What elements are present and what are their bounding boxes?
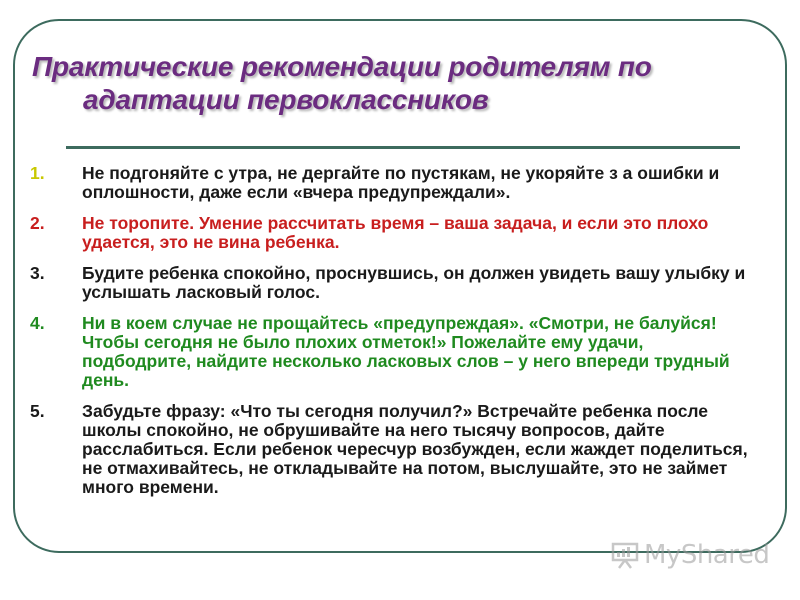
list-item-number: 3. <box>30 263 45 283</box>
slide-title-line-1: Практические рекомендации родителям по <box>32 51 652 82</box>
title-divider <box>66 146 740 149</box>
list-item <box>30 214 750 252</box>
slide-title-line-2: адаптации первоклассников <box>83 84 489 115</box>
list-item-text: Ни в коем случае не прощайтесь «предупреждая». «Смотри, не балуйся! Чтобы сегодня не было плохих отметок!» Пожелайте ему удачи, подбодрите, найдите несколько ласковых слов – у него впереди трудный день. <box>82 313 730 390</box>
list-item <box>30 314 750 390</box>
recommendation-list <box>30 164 750 509</box>
list-item-text: Забудьте фразу: «Что ты сегодня получил?» Встречайте ребенка после школы спокойно, не обрушивайте на него тысячу вопросов, дайте расслабиться. Если ребенок чересчур возбужден, если жаждет поделиться, не отмахивайтесь, не откладывайте на потом, выслушайте, это не займет много времени. <box>82 401 748 497</box>
list-item-text: Не подгоняйте с утра, не дергайте по пустякам, не укоряйте з а ошибки и оплошности, даже если «вчера предупреждали». <box>82 163 720 202</box>
list-item-number: 5. <box>30 401 45 421</box>
list-item <box>30 164 750 202</box>
list-item-number: 1. <box>30 163 45 183</box>
list-item-text: Не торопите. Умение рассчитать время – ваша задача, и если это плохо удается, это не вина ребенка. <box>82 213 709 252</box>
watermark-text: MyShared <box>644 540 770 570</box>
list-item-text: Будите ребенка спокойно, проснувшись, он должен увидеть вашу улыбку и услышать ласковый голос. <box>82 263 746 302</box>
presentation-board-icon <box>610 540 640 570</box>
list-item <box>30 402 750 497</box>
list-item-number: 4. <box>30 313 45 333</box>
slide-title <box>32 50 772 116</box>
list-item-number: 2. <box>30 213 45 233</box>
watermark <box>610 538 769 572</box>
list-item <box>30 264 750 302</box>
